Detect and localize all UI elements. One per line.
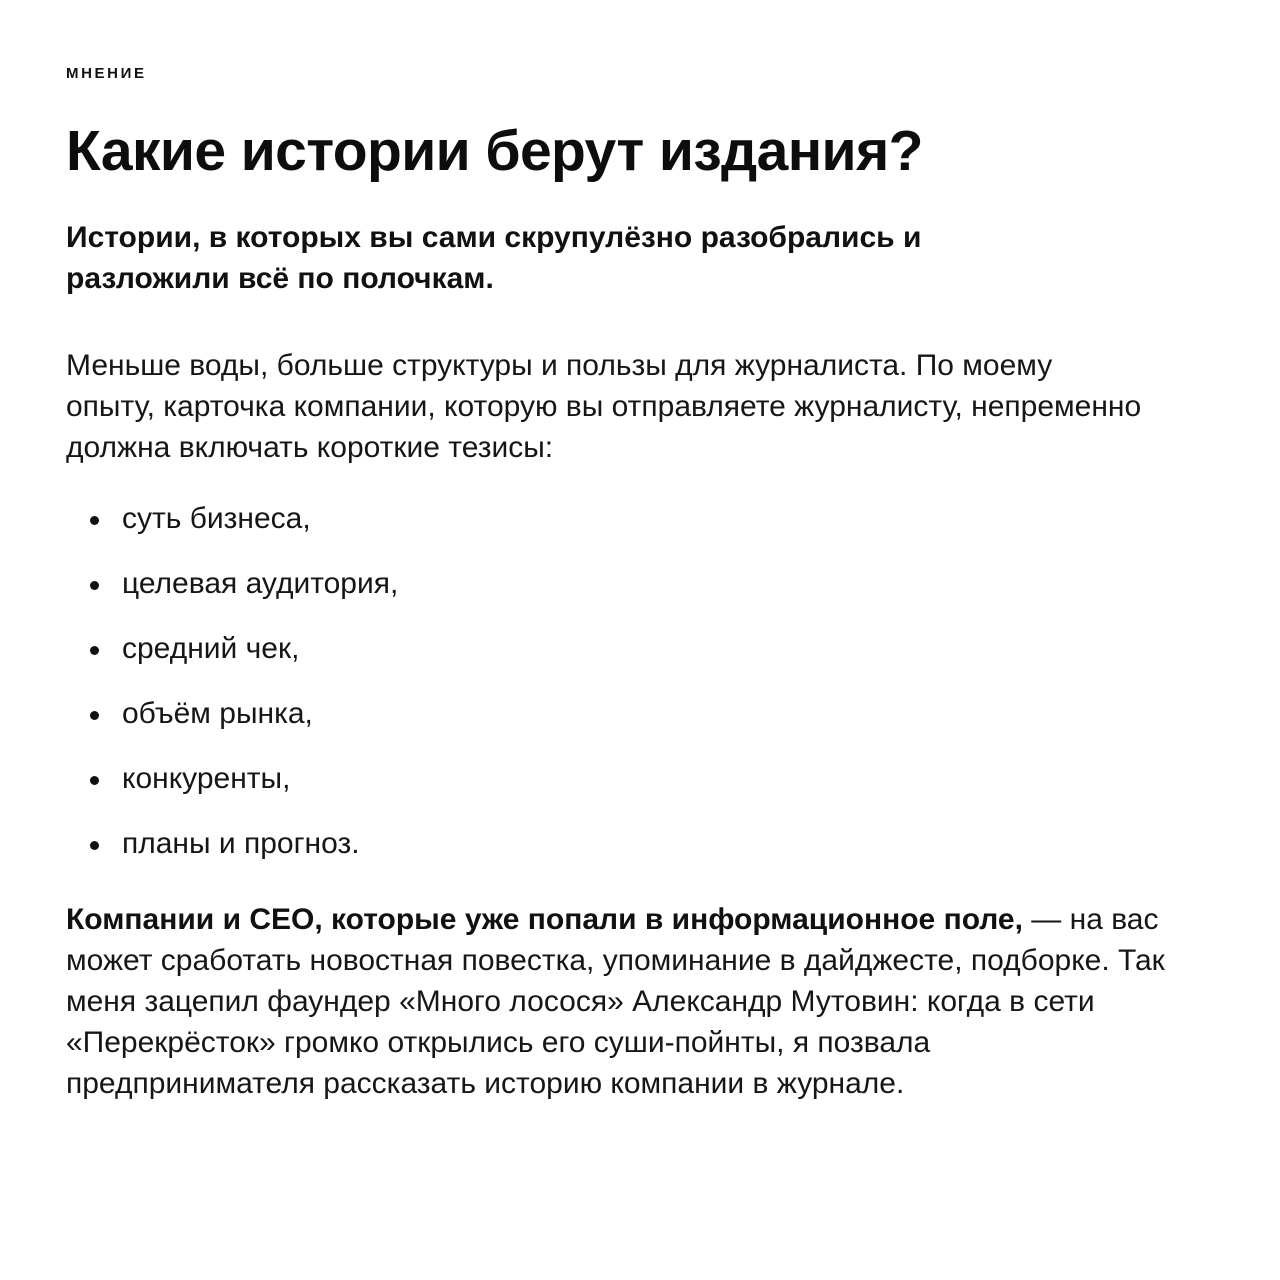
bullet-dot-icon xyxy=(90,711,99,720)
list-item xyxy=(66,761,1210,795)
list-item-label: средний чек, xyxy=(122,631,300,665)
list-item xyxy=(66,826,1210,860)
closing-lead-bold: Компании и CEO, которые уже попали в информационное поле, xyxy=(66,902,1023,936)
list-item xyxy=(66,501,1210,535)
list-item-label: суть бизнеса, xyxy=(122,501,311,535)
list-item-label: конкуренты, xyxy=(122,761,291,795)
closing-rest-text: — на вас может сработать новостная повестка, упоминание в дайджесте, подборке. Так меня зацепил фаундер «Много лосося» Александр Мутовин: когда в сети «Перекрёсток» громко открылись его суши-пойнты, я позвала предпринимателя рассказать историю компании в журнале. xyxy=(66,902,1165,1100)
article-category-label: МНЕНИЕ xyxy=(66,65,147,82)
bullet-dot-icon xyxy=(90,646,99,655)
list-item-label: целевая аудитория, xyxy=(122,566,399,600)
list-item xyxy=(66,696,1210,730)
bullet-dot-icon xyxy=(90,841,99,850)
thesis-bullet-list xyxy=(66,501,1210,860)
article-closing-paragraph xyxy=(66,899,1186,1104)
list-item-label: планы и прогноз. xyxy=(122,826,360,860)
bullet-dot-icon xyxy=(90,776,99,785)
list-item xyxy=(66,566,1210,600)
bullet-dot-icon xyxy=(90,516,99,525)
article-lede: Истории, в которых вы сами скрупулёзно разобрались и разложили всё по полочкам. xyxy=(66,220,922,295)
list-item-label: объём рынка, xyxy=(122,696,313,730)
bullet-dot-icon xyxy=(90,581,99,590)
article-body-paragraph: Меньше воды, больше структуры и пользы для журналиста. По моему опыту, карточка компании, которую вы отправляете журналисту, непременно должна включать короткие тезисы: xyxy=(66,348,1142,464)
page-title: Какие истории берут издания? xyxy=(66,119,923,183)
list-item xyxy=(66,631,1210,665)
